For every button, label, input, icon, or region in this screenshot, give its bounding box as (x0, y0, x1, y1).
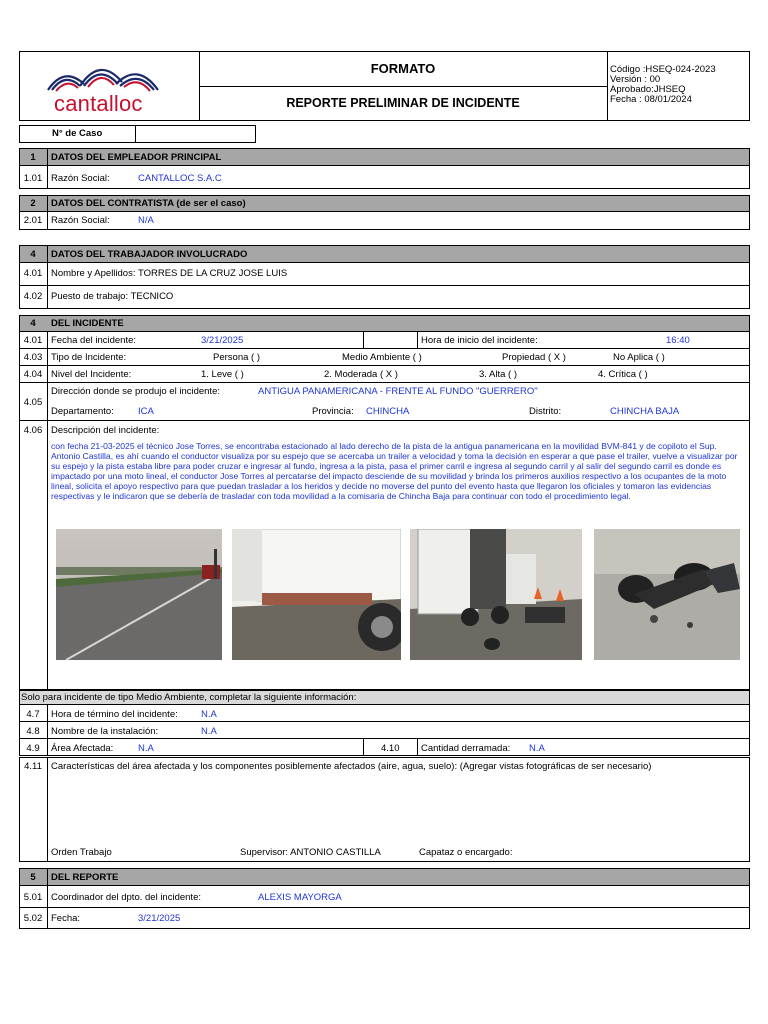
row-4-06-number: 4.06 (23, 425, 43, 436)
level-high-option: 3. Alta ( ) (479, 369, 518, 380)
row-4-05-number: 4.05 (23, 397, 43, 408)
contractor-value: N/A (138, 215, 154, 226)
incident-section-header (19, 315, 750, 332)
end-time-label: Hora de término del incidente: (51, 709, 178, 720)
row-4-04-number: 4.04 (23, 369, 43, 380)
incident-section-title: DEL INCIDENTE (51, 318, 124, 329)
spilled-quantity-value: N.A (529, 743, 545, 754)
row-4-01b-number: 4.01 (23, 335, 43, 346)
doc-approved: Aprobado:JHSEQ (610, 84, 686, 95)
incident-start-time-value: 16:40 (666, 335, 690, 346)
type-not-applicable-option: No Aplica ( ) (613, 352, 665, 363)
incident-level-label: Nivel del Incidente: (51, 369, 132, 380)
incident-address-label: Dirección donde se produjo el incidente: (51, 386, 220, 397)
photo-truck-rear (410, 529, 582, 660)
affected-area-value: N.A (138, 743, 154, 754)
format-title: FORMATO (370, 61, 436, 76)
installation-value: N.A (201, 726, 217, 737)
row-4-8-number: 4.8 (26, 726, 40, 737)
row-4-02-number: 4.02 (23, 291, 43, 302)
incident-date-value: 3/21/2025 (201, 335, 244, 346)
doc-version: Versión : 00 (610, 74, 661, 85)
row-5-01-number: 5.01 (23, 892, 43, 903)
incident-description-text: con fecha 21-03-2025 el técnico Jose Torres, se encontraba estacionado al lado derecho de la pista de la antigua panamericana en la movilidad BVM-841 y de copiloto el Sup. Antonio Castilla, es ahí cuando el conductor visualiza por su espejo que se acercaba un trailer a velocidad y toma la decisión en esperar a que pase el trailer, vuelve a visualizar por su espejo y la pista estaba libre para poder cruzar e ingresar al fundo, ingresa a la pista, pasa el primer carril e ingresa al segundo carril y al salir del segundo carril es donde es impactado por una moto lineal, el conductor Jose Torres al percatarse del impacto desciende de su movilidad y brinda los primeros auxilios respectivo a los ocupantes de la moto lineal, solicita el apoyo respectivo para que puedan trasladar a los heridos y decide no moverse del punto del evento hasta que llegaron los oficiales y tomaron las evidencias respectivas y le indicaron que se debería de trasladar con toda movilidad a la comisaria de Chincha Baja para continuar con todo el procedimiento legal. (51, 441, 738, 502)
incident-start-time-label: Hora de inicio del incidente: (421, 335, 538, 346)
photo-truck-side (232, 529, 401, 660)
type-environment-option: Medio Ambiente ( ) (342, 352, 422, 363)
row-4-03-number: 4.03 (23, 352, 43, 363)
spilled-quantity-label: Cantidad derramada: (421, 743, 511, 754)
affected-area-label: Área Afectada: (51, 743, 114, 754)
level-critical-option: 4. Crítica ( ) (598, 369, 648, 380)
contractor-label: Razón Social: (51, 215, 110, 226)
section-1-number: 1 (30, 152, 36, 163)
row-4-11-number: 4.11 (24, 761, 42, 772)
report-date-value: 3/21/2025 (138, 913, 181, 924)
company-logo (40, 58, 180, 116)
incident-date-label: Fecha del incidente: (51, 335, 137, 346)
row-4-9-number: 4.9 (26, 743, 40, 754)
photo-motorcycle-crash (594, 529, 740, 660)
type-property-option: Propiedad ( X ) (502, 352, 566, 363)
case-number-label: N° de Caso (52, 128, 103, 139)
affected-area-characteristics: Características del área afectada y los componentes posiblemente afectados (aire, agua, suelo): (Agregar vistas fotográficas de ser necesario) (51, 761, 652, 772)
incident-section-number: 4 (30, 318, 36, 329)
photo-road-scene (56, 529, 222, 660)
department-label: Departamento: (51, 406, 114, 417)
row-4-01-number: 4.01 (23, 268, 43, 279)
worker-position: Puesto de trabajo: TECNICO (51, 291, 174, 302)
row-1-01-number: 1.01 (23, 173, 43, 184)
row-2-01-number: 2.01 (23, 215, 43, 226)
row-4-7-number: 4.7 (26, 709, 40, 720)
worker-section-number: 4 (30, 249, 36, 260)
doc-code: Código :HSEQ-024-2023 (610, 64, 716, 75)
logo-text: cantalloc (54, 91, 143, 116)
work-order-label: Orden Trabajo (51, 847, 112, 858)
report-section-title: DEL REPORTE (51, 872, 119, 883)
coordinator-label: Coordinador del dpto. del incidente: (51, 892, 201, 903)
coordinator-value: ALEXIS MAYORGA (258, 892, 342, 903)
district-label: Distrito: (529, 406, 562, 417)
end-time-value: N.A (201, 709, 217, 720)
report-section-header (19, 868, 750, 886)
province-label: Provincia: (312, 406, 354, 417)
row-4-10-number: 4.10 (381, 743, 400, 754)
report-section-number: 5 (30, 872, 36, 883)
incident-address-value: ANTIGUA PANAMERICANA - FRENTE AL FUNDO "GUERRERO" (258, 386, 538, 397)
worker-section-title: DATOS DEL TRABAJADOR INVOLUCRADO (51, 249, 248, 260)
section-2-title: DATOS DEL CONTRATISTA (de ser el caso) (51, 198, 246, 209)
type-persona-option: Persona ( ) (213, 352, 260, 363)
environment-note: Solo para incidente de tipo Medio Ambiente, completar la siguiente información: (21, 692, 357, 703)
level-mild-option: 1. Leve ( ) (201, 369, 244, 380)
row-5-02-number: 5.02 (23, 913, 43, 924)
report-title: REPORTE PRELIMINAR DE INCIDENTE (286, 96, 520, 110)
supervisor-label: Supervisor: ANTONIO CASTILLA (240, 847, 381, 858)
employer-value: CANTALLOC S.A.C (138, 173, 222, 184)
department-value: ICA (138, 406, 154, 417)
incident-type-label: Tipo de Incidente: (51, 352, 127, 363)
report-date-label: Fecha: (51, 913, 81, 924)
installation-label: Nombre de la instalación: (51, 726, 159, 737)
worker-name: Nombre y Apellidos: TORRES DE LA CRUZ JOSE LUIS (51, 268, 288, 279)
foreman-label: Capataz o encargado: (419, 847, 513, 858)
employer-label: Razón Social: (51, 173, 110, 184)
incident-description-label: Descripción del incidente: (51, 425, 160, 436)
level-moderate-option: 2. Moderada ( X ) (324, 369, 398, 380)
district-value: CHINCHA BAJA (610, 406, 680, 417)
doc-date: Fecha : 08/01/2024 (610, 94, 692, 105)
province-value: CHINCHA (366, 406, 410, 417)
section-1-title: DATOS DEL EMPLEADOR PRINCIPAL (51, 152, 222, 163)
section-2-number: 2 (30, 198, 36, 209)
